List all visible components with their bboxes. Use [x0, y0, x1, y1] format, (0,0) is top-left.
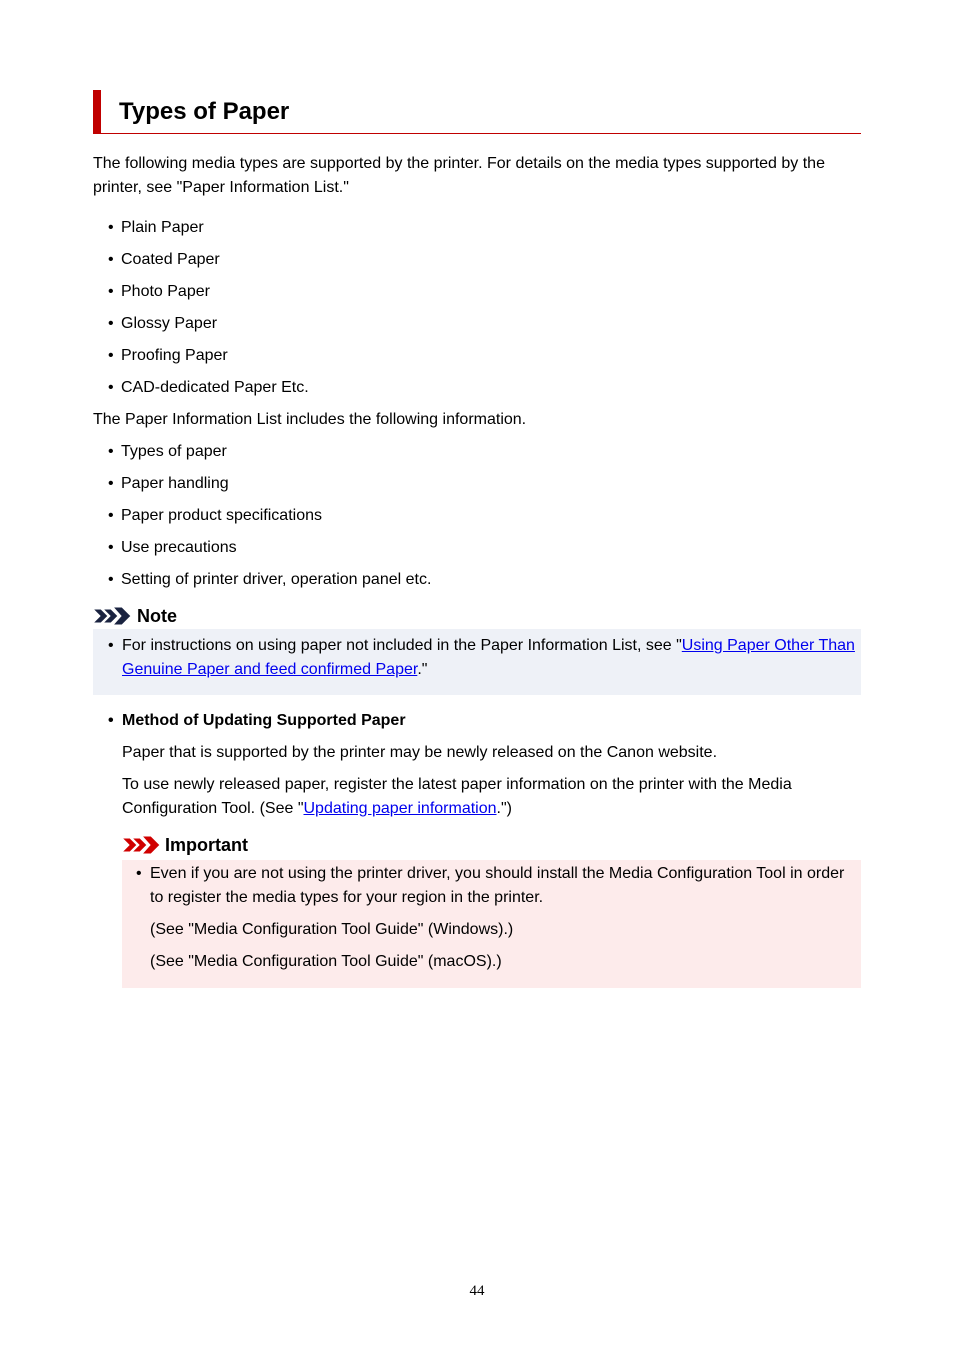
- media-types-list: [93, 216, 861, 408]
- note-text-before: For instructions on using paper not included in the Paper Information List, see ": [122, 637, 682, 654]
- info-items-list: [93, 440, 861, 600]
- important-item: [136, 862, 853, 910]
- list-item: • Plain Paper: [93, 216, 861, 248]
- title-section: [93, 90, 861, 134]
- list-item: • Paper product specifications: [93, 504, 861, 536]
- using-other-paper-link[interactable]: Using Paper Other Than Genuine Paper and feed confirmed Paper: [122, 637, 855, 678]
- list-item: • Coated Paper: [93, 248, 861, 280]
- important-label: Important: [165, 835, 248, 855]
- note-item: [108, 634, 860, 682]
- important-macos-ref: (See "Media Configuration Tool Guide" (macOS).): [150, 953, 502, 970]
- method-text-after: ."): [496, 800, 512, 817]
- list-item: • Use precautions: [93, 536, 861, 568]
- note-header: [93, 604, 177, 628]
- intro-paragraph: The following media types are supported by the printer. For details on the media types supported by the printer, see "Paper Information List.": [93, 155, 825, 196]
- list-item: • Glossy Paper: [93, 312, 861, 344]
- method-paragraph-1: Paper that is supported by the printer may be newly released on the Canon website.: [122, 744, 718, 761]
- updating-paper-information-link[interactable]: Updating paper information: [303, 800, 497, 817]
- page-title: Types of Paper: [119, 98, 290, 125]
- method-text-before: To use newly released paper, register the latest paper information on the printer with the Media Configuration Tool. (See ": [122, 776, 792, 817]
- important-header: [122, 833, 248, 857]
- list-item: • Types of paper: [93, 440, 861, 472]
- important-windows-ref: (See "Media Configuration Tool Guide" (Windows).): [150, 921, 514, 938]
- bullet: •: [108, 637, 114, 654]
- note-box: [93, 629, 861, 695]
- info-list-intro: The Paper Information List includes the following information.: [93, 411, 527, 428]
- note-text-after: .": [417, 661, 428, 678]
- method-paragraph-2: [122, 773, 861, 821]
- list-item: • Paper handling: [93, 472, 861, 504]
- note-chevrons-icon: [93, 607, 131, 625]
- note-label: Note: [137, 606, 177, 626]
- list-item: • Setting of printer driver, operation panel etc.: [93, 568, 861, 600]
- important-chevrons-icon: [122, 836, 160, 854]
- bullet: •: [136, 865, 142, 882]
- bullet: •: [108, 712, 114, 729]
- page-number: 44: [469, 1283, 485, 1299]
- list-item: • Proofing Paper: [93, 344, 861, 376]
- method-heading: Method of Updating Supported Paper: [122, 712, 406, 729]
- important-box: [122, 860, 861, 988]
- important-text: Even if you are not using the printer driver, you should install the Media Configuration Tool in order to register the media types for your region in the printer.: [150, 865, 845, 906]
- title-accent-bar: [93, 90, 101, 133]
- list-item: • CAD-dedicated Paper Etc.: [93, 376, 861, 408]
- list-item: • Photo Paper: [93, 280, 861, 312]
